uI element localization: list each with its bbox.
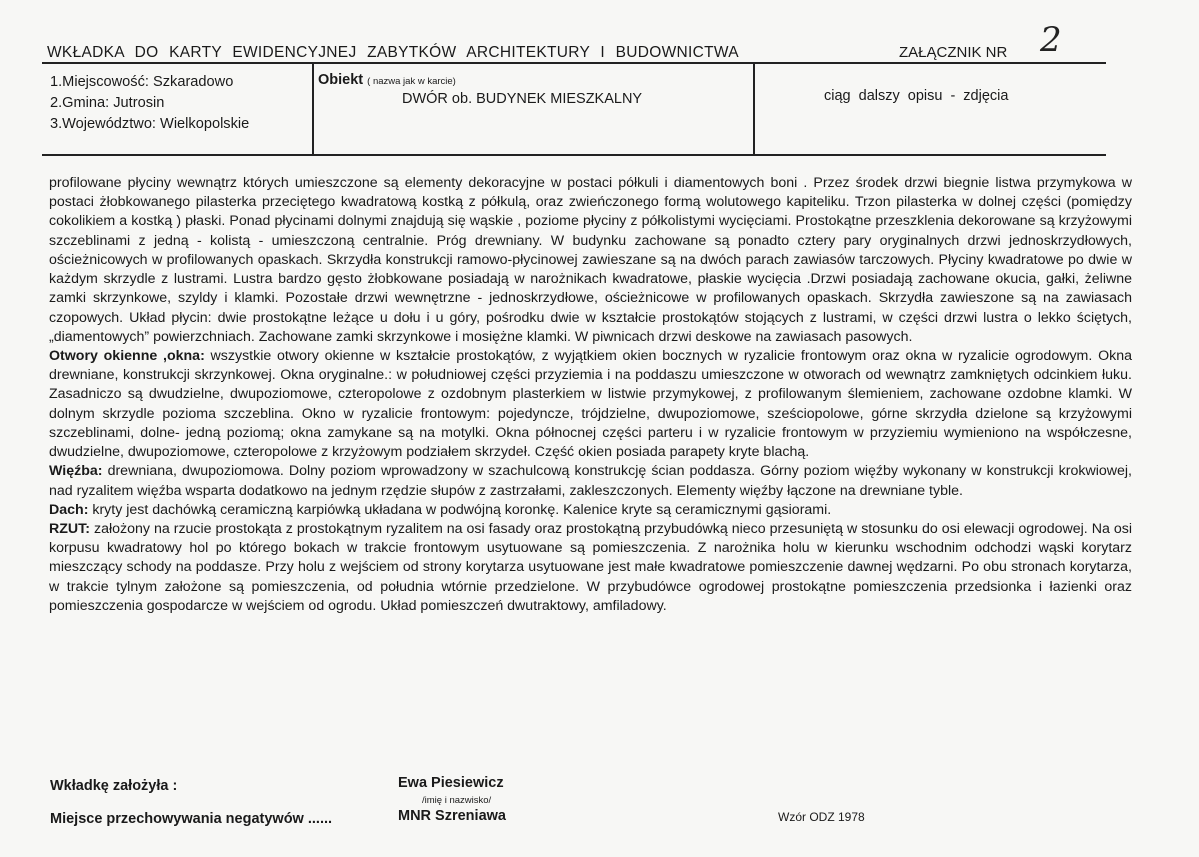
form-title: WKŁADKA DO KARTY EWIDENCYJNEJ ZABYTKÓW ARCHITEKTURY I BUDOWNICTWA bbox=[47, 44, 739, 61]
annex-number: 2 bbox=[1040, 20, 1062, 60]
truss-heading: Więźba: bbox=[49, 463, 103, 480]
truss-text: drewniana, dwupoziomowa. Dolny poziom wprowadzony w szachulcową konstrukcję ścian poddasza. Górny poziom więźby wykonany w konstrukcji krokwiowej, nad ryzalitem więźba wsparta dodatkowo na jednym rzędzie słupów z zastrzałami, zakleszczonych. Elementy więźby łączone na drewniane tyble. bbox=[49, 463, 1132, 499]
roof-paragraph bbox=[49, 501, 1132, 520]
header-bottom-rule bbox=[42, 154, 1106, 156]
doors-paragraph: profilowane płyciny wewnątrz których umieszczone są elementy dekoracyjne w postaci półkuli i diamentowych boni . Przez środek drzwi biegnie listwa przymykowa w postaci żłobkowanego pilasterka przeciętego kwadratową kostką z półkulą, oraz zwieńczonego formą wolutowego kapiteliku. Trzon pilasterka w dolnej części (pomiędzy cokolikiem a kostką ) płaski. Ponad płycinami dolnymi znajdują się wąskie , poziome płyciny z półkolistymi wycięciami. Prostokątne przeszklenia dekorowane są krzyżowymi szczeblinami z jedną - kolistą - umieszczoną centralnie. Próg drewniany. W budynku zachowane są ponadto cztery pary oryginalnych drzwi jednoskrzydłowych, ościeżnicowych w profilowanych opaskach. Skrzydła konstrukcji ramowo-płycinowej zawieszane są na dwóch parach zawiasów tarczowych. Płyciny kwadratowe po dwie w każdym skrzydle z lustrami. Lustra bardzo gęsto żłobkowane posiadają w narożnikach kwadratowe, płaskie wycięcia .Drzwi posiadają zachowane okucia, gałki, żeliwne zamki skrzynkowe, szyldy i klamki. Pozostałe drzwi wewnętrzne - jednoskrzydłowe, ościeżnicowe w profilowanych opaskach. Skrzydła zawieszone są na zawiasach czopowych. Układ płycin: dwie prostokątne leżące u dołu i u góry, pośrodku dwie w kształcie prostokątów stojących z lustrami, w części drzwi lustra o lekko ściętych, „diamentowych” powierzchniach. Zachowane zamki skrzynkowe i mosiężne klamki. W piwnicach drzwi deskowe na zawiasach pasowych. bbox=[49, 175, 1132, 345]
continuation-note: ciąg dalszy opisu - zdjęcia bbox=[824, 88, 1009, 104]
plan-heading: RZUT: bbox=[49, 520, 90, 537]
negatives-label: Miejsce przechowywania negatywów ...... bbox=[50, 811, 333, 827]
plan-text: założony na rzucie prostokąta z prostokątnym ryzalitem na osi fasady oraz prostokątną przybudówką nieco przesuniętą w stosunku do osi elewacji ogrodowej. Na osi korpusu kwadratowy hol po którego bokach w trakcie frontowym usytuowane są pomieszczenia. Z narożnika holu w kierunku wschodnim odchodzi wąski korytarz mieszczący schody na poddasze. Przy holu z wejściem od strony korytarza usytuowane jest małe kwadratowe pomieszczenie dawnej wędzarni. Po obu stronach korytarza, w trakcie tylnym założone są pomieszczenia, od południa wtórnie przedzielone. W przybudówce ogrodowej prostokątne pomieszczenia przedsionka i łazienki oraz pomieszczenia gospodarcze w wejściem od ogrodu. Układ pomieszczeń dwutraktowy, amfiladowy. bbox=[49, 520, 1132, 614]
windows-paragraph bbox=[49, 347, 1132, 462]
location-block bbox=[50, 72, 249, 135]
negatives-place: MNR Szreniawa bbox=[398, 808, 506, 824]
roof-heading: Dach: bbox=[49, 501, 89, 518]
header-divider-1 bbox=[312, 64, 314, 154]
location-voivodeship: 3.Województwo: Wielkopolskie bbox=[50, 116, 250, 132]
author-name-caption: /imię i nazwisko/ bbox=[422, 795, 492, 806]
object-label-row bbox=[318, 72, 456, 88]
annex-label: ZAŁĄCZNIK NR bbox=[899, 44, 1008, 61]
windows-heading: Otwory okienne ,okna: bbox=[49, 347, 205, 364]
header-top-rule bbox=[42, 62, 1106, 64]
plan-paragraph bbox=[49, 520, 1132, 616]
object-name: DWÓR ob. BUDYNEK MIESZKALNY bbox=[402, 91, 643, 107]
author-name: Ewa Piesiewicz bbox=[398, 775, 504, 791]
object-label-note: ( nazwa jak w karcie) bbox=[367, 76, 456, 87]
windows-text: wszystkie otwory okienne w kształcie prostokątów, z wyjątkiem okien bocznych w ryzalicie frontowym oraz okna w ryzalicie ogrodowym. Okna drewniane, konstrukcji skrzynkowej. Okna oryginalne.: w południowej części przyziemia i na poddaszu umieszczone w otworach od wewnątrz zamkniętych odcinkiem łuku. Zasadniczo są dwudzielne, dwupoziomowe, czteropolowe z ozdobnym plasterkiem w listwie przymykowej, z profilowanym ślemieniem, zachowane ozdobne klamki. W dolnym skrzydle pozioma szczeblina. Okno w ryzalicie frontowym: pojedyncze, trójdzielne, dwupoziomowe, sześciopolowe, górne skrzydła dzielone są krzyżowymi szczeblinami, dolne- jedną poziomą; okna zamykane są na motylki. Okna północnej części parteru i w ryzalicie frontowym w przyziemiu wymieniono na współczesne, dwudzielne, dwupoziomowe, czteropolowe z krzyżowym podziałem skrzydeł. Część okien posiada parapety kryte blachą. bbox=[49, 347, 1132, 461]
truss-paragraph bbox=[49, 462, 1132, 500]
object-label: Obiekt bbox=[318, 72, 364, 88]
created-by-label: Wkładkę założyła : bbox=[50, 778, 178, 794]
location-commune: 2.Gmina: Jutrosin bbox=[50, 95, 165, 111]
roof-text: kryty jest dachówką ceramiczną karpiówką układana w podwójną koronkę. Kalenice kryte są ceramicznymi gąsiorami. bbox=[88, 501, 832, 518]
description-body bbox=[49, 174, 1132, 616]
header-divider-2 bbox=[753, 64, 755, 154]
location-town: 1.Miejscowość: Szkaradowo bbox=[50, 74, 234, 90]
form-pattern: Wzór ODZ 1978 bbox=[778, 810, 865, 824]
